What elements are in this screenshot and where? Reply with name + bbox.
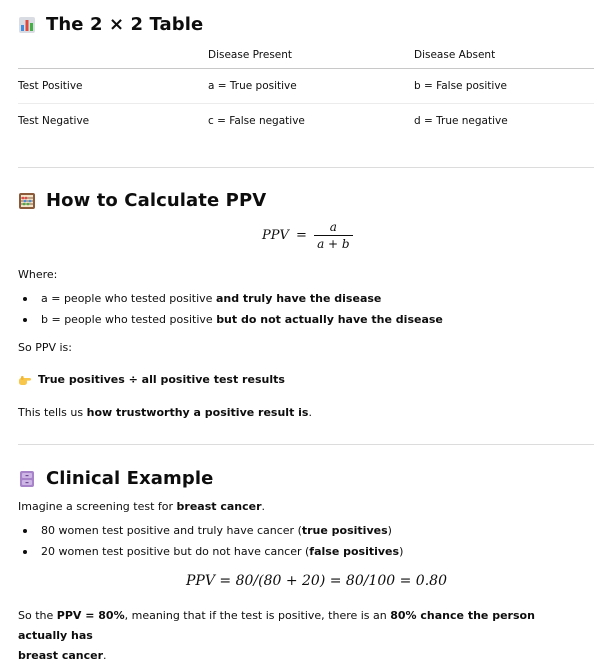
clinical-intro: Imagine a screening test for breast cancer. bbox=[18, 500, 266, 513]
abacus-icon bbox=[18, 192, 36, 210]
list-item: 80 women test positive and truly have cancer (true positives) bbox=[18, 520, 403, 541]
table-row bbox=[18, 69, 594, 104]
section-title-ppv: How to Calculate PPV bbox=[18, 190, 266, 211]
two-by-two-table bbox=[18, 42, 594, 138]
table-header-cell: Disease Absent bbox=[414, 49, 496, 61]
pointing-hand-icon bbox=[18, 373, 32, 387]
list-item: 20 women test positive but do not have cancer (false positives) bbox=[18, 541, 403, 562]
table-header-row bbox=[18, 42, 594, 69]
list-item: a = people who tested positive and truly have the disease bbox=[18, 288, 443, 309]
table-cell: a = True positive bbox=[208, 80, 297, 92]
table-cell: Test Negative bbox=[18, 115, 90, 127]
section-divider bbox=[18, 167, 594, 168]
definition-list bbox=[18, 288, 443, 330]
table-cell: Test Positive bbox=[18, 80, 83, 92]
bar-chart-icon bbox=[18, 16, 36, 34]
section-title-table: The 2 × 2 Table bbox=[18, 14, 203, 35]
ppv-callout: True positives ÷ all positive test results bbox=[18, 372, 285, 388]
table-cell: b = False positive bbox=[414, 80, 508, 92]
ppv-meaning: This tells us how trustworthy a positive result is. bbox=[18, 406, 312, 419]
ppv-formula: PPV = $\frac{a}{a + b}$ bbox=[262, 219, 353, 252]
table-cell: d = True negative bbox=[414, 115, 508, 127]
table-header-cell: Disease Present bbox=[208, 49, 293, 61]
example-list bbox=[18, 520, 403, 562]
table-cell: c = False negative bbox=[208, 115, 305, 127]
section-divider bbox=[18, 444, 594, 445]
list-item: b = people who tested positive but do not actually have the disease bbox=[18, 309, 443, 330]
table-row bbox=[18, 104, 594, 139]
where-label: Where: bbox=[18, 268, 58, 281]
cabinet-icon bbox=[18, 470, 36, 488]
section-title-clinical: Clinical Example bbox=[18, 468, 213, 489]
ppv-fraction: $\frac{a}{a + b}$ bbox=[314, 219, 353, 252]
example-formula: PPV = 80/(80 + 20) = 80/100 = 0.80 bbox=[186, 573, 447, 589]
so-label: So PPV is: bbox=[18, 341, 72, 354]
example-conclusion: So the PPV = 80%, meaning that if the test is positive, there is an 80% chance the person actually has breast cancer. bbox=[18, 609, 535, 662]
table-header-cell bbox=[18, 42, 208, 69]
